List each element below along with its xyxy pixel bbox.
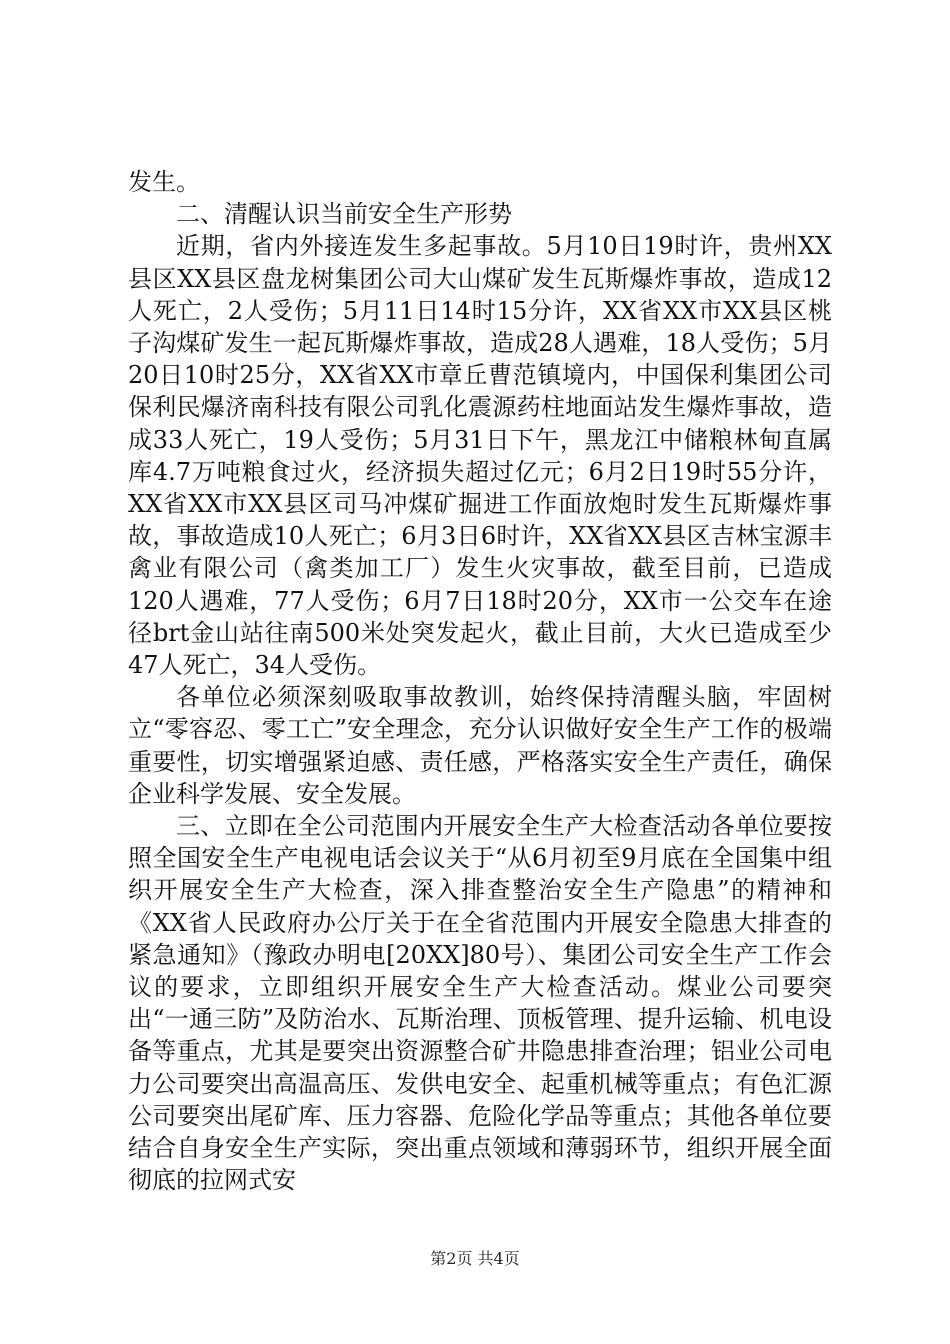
paragraph-continuation: 发生。 (128, 168, 200, 196)
page-number-footer: 第2页 共4页 (430, 1249, 520, 1268)
section-heading-2: 二、清醒认识当前安全生产形势 (176, 200, 512, 229)
section-heading-3-paragraph: 三、立即在全公司范围内开展安全生产大检查活动各单位要按照全国安全生产电视电话会议关于“从6月初至9月底在全国集中组织开展安全生产大检查，深入排查整治安全生产隐患”的精神和《XX省人民政府办公厅关于在全省范围内开展安全隐患大排查的紧急通知》（豫政办明电[20XX]80号）、集团公司安全生产工作会议的要求，立即组织开展安全生产大检查活动。煤业公司要突出“一通三防”及防治水、瓦斯治理、顶板管理、提升运输、机电设备等重点，尤其是要突出资源整合矿井隐患排查治理；铝业公司电力公司要突出高温高压、发供电安全、起重机械等重点；有色汇源公司要突出尾矿库、压力容器、危险化学品等重点；其他各单位要结合自身安全生产实际，突出重点领域和薄弱环节，组织开展全面彻底的拉网式安 (128, 812, 832, 1195)
paragraph-recent-accidents: 近期，省内外接连发生多起事故。5月10日19时许，贵州XX县区XX县区盘龙树集团公司大山煤矿发生瓦斯爆炸事故，造成12人死亡，2人受伤；5月11日14时15分许，XX省XX市XX县区桃子沟煤矿发生一起瓦斯爆炸事故，造成28人遇难，18人受伤；5月20日10时25分，XX省XX市章丘曹范镇境内，中国保利集团公司保利民爆济南科技有限公司乳化震源药柱地面站发生爆炸事故，造成33人死亡，19人受伤；5月31日下午，黑龙江中储粮林甸直属库4.7万吨粮食过火，经济损失超过亿元；6月2日19时55分许，XX省XX市XX县区司马冲煤矿掘进工作面放炮时发生瓦斯爆炸事故，事故造成10人死亡；6月3日6时许，XX省XX县区吉林宝源丰禽业有限公司（禽类加工厂）发生火灾事故，截至目前，已造成120人遇难，77人受伤；6月7日18时20分，XX市一公交车在途径brt金山站往南500米处突发起火，截止目前，大火已造成至少47人死亡，34人受伤。 (128, 232, 832, 680)
document-body (128, 166, 832, 1197)
paragraph-lessons: 各单位必须深刻吸取事故教训，始终保持清醒头脑，牢固树立“零容忍、零工亡”安全理念，充分认识做好安全生产工作的极端重要性，切实增强紧迫感、责任感，严格落实安全生产责任，确保企业科学发展、安全发展。 (128, 683, 832, 808)
